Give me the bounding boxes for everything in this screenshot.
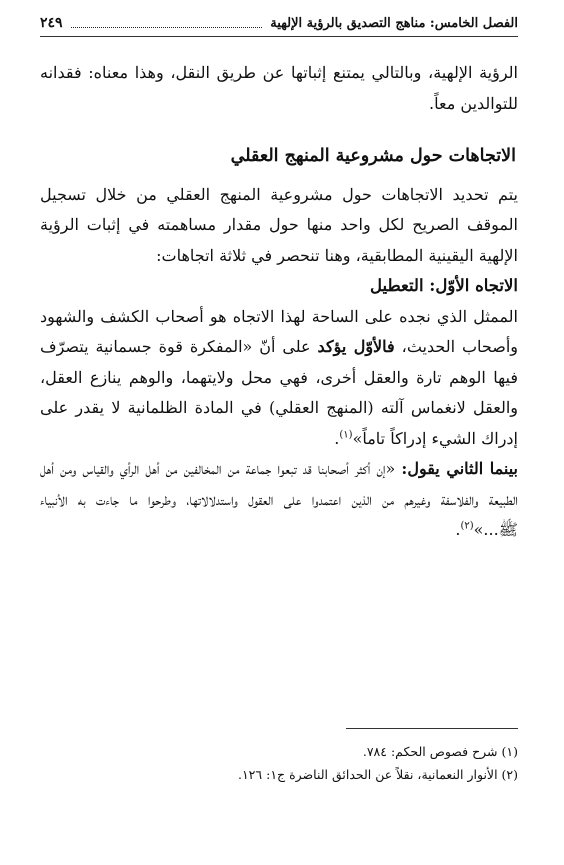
- footnote-rule: [346, 728, 518, 729]
- running-header: [40, 12, 518, 34]
- paragraph-second-trend-quote: «إن أكثر أصحابنا قد تبعوا جماعة من المخالفين من أهل الرأي والقياس ومن أهل الطبيعة والفلاسفة وغيرهم من الذين اعتمدوا على العقول واستدلالاتها، وطرحوا ما جاءت به الأنبياء ﷺ...»: [40, 459, 518, 539]
- main-text: [40, 58, 518, 546]
- footnote-ref-2[interactable]: (٢): [460, 520, 474, 532]
- paragraph-first-trend-end: .: [334, 428, 340, 448]
- header-dot-leader: [71, 27, 263, 28]
- section-heading: الاتجاهات حول مشروعية المنهج العقلي: [230, 146, 516, 166]
- header-rule: [40, 36, 518, 37]
- footnote-1: (١) شرح فصوص الحكم: ٧٨٤.: [362, 744, 518, 759]
- footnotes: [40, 740, 518, 786]
- paragraph-second-trend: [40, 454, 518, 546]
- footnote-2: (٢) الأنوار النعمانية، نقلاً عن الحدائق الناضرة ج١: ١٢٦.: [237, 767, 518, 782]
- paragraph-first-trend: [40, 302, 518, 455]
- paragraph-intro-text: يتم تحديد الاتجاهات حول مشروعية المنهج العقلي من خلال تسجيل الموقف الصريح لكل واحد منها حول مقدار مساهمته في إثبات الرؤية الإلهية اليقينية المطابقية، وهنا تنحصر في ثلاثة اتجاهات:: [40, 184, 518, 265]
- page-number: ٢٤٩: [40, 15, 63, 31]
- subsection-heading: الاتجاه الأوّل: التعطيل: [369, 276, 518, 295]
- paragraph-second-trend-bold: بينما الثاني يقول:: [401, 459, 519, 478]
- paragraph-first-trend-bold: فالأوّل يؤكد: [317, 337, 395, 356]
- chapter-title: الفصل الخامس: مناهج التصديق بالرؤية الإلهية: [270, 15, 518, 31]
- paragraph-intro: [40, 180, 518, 272]
- paragraph-second-trend-end: .: [455, 520, 461, 539]
- paragraph-continuation: الرؤية الإلهية، وبالتالي يمتنع إثباتها عن طريق النقل، وهذا معناه: فقدانه للتوالدين معاً.: [40, 63, 518, 113]
- paragraph-first-trend-lead: الممثل الذي نجده على الساحة لهذا الاتجاه هو أصحاب الكشف والشهود وأصحاب الحديث،: [40, 306, 519, 356]
- footnote-ref-1[interactable]: (١): [339, 429, 353, 441]
- paragraph-first-trend-quote: على أنّ «المفكرة قوة جسمانية يتصرّف فيها الوهم تارة والعقل أخرى، فهي محل ولايتهما، والوهم ينازع العقل، والعقل لانغماس آلته (المنهج العقلي) في المادة الظلمانية لا يقدر على إدراك الشيء إدراكاً تاماً»: [40, 337, 518, 448]
